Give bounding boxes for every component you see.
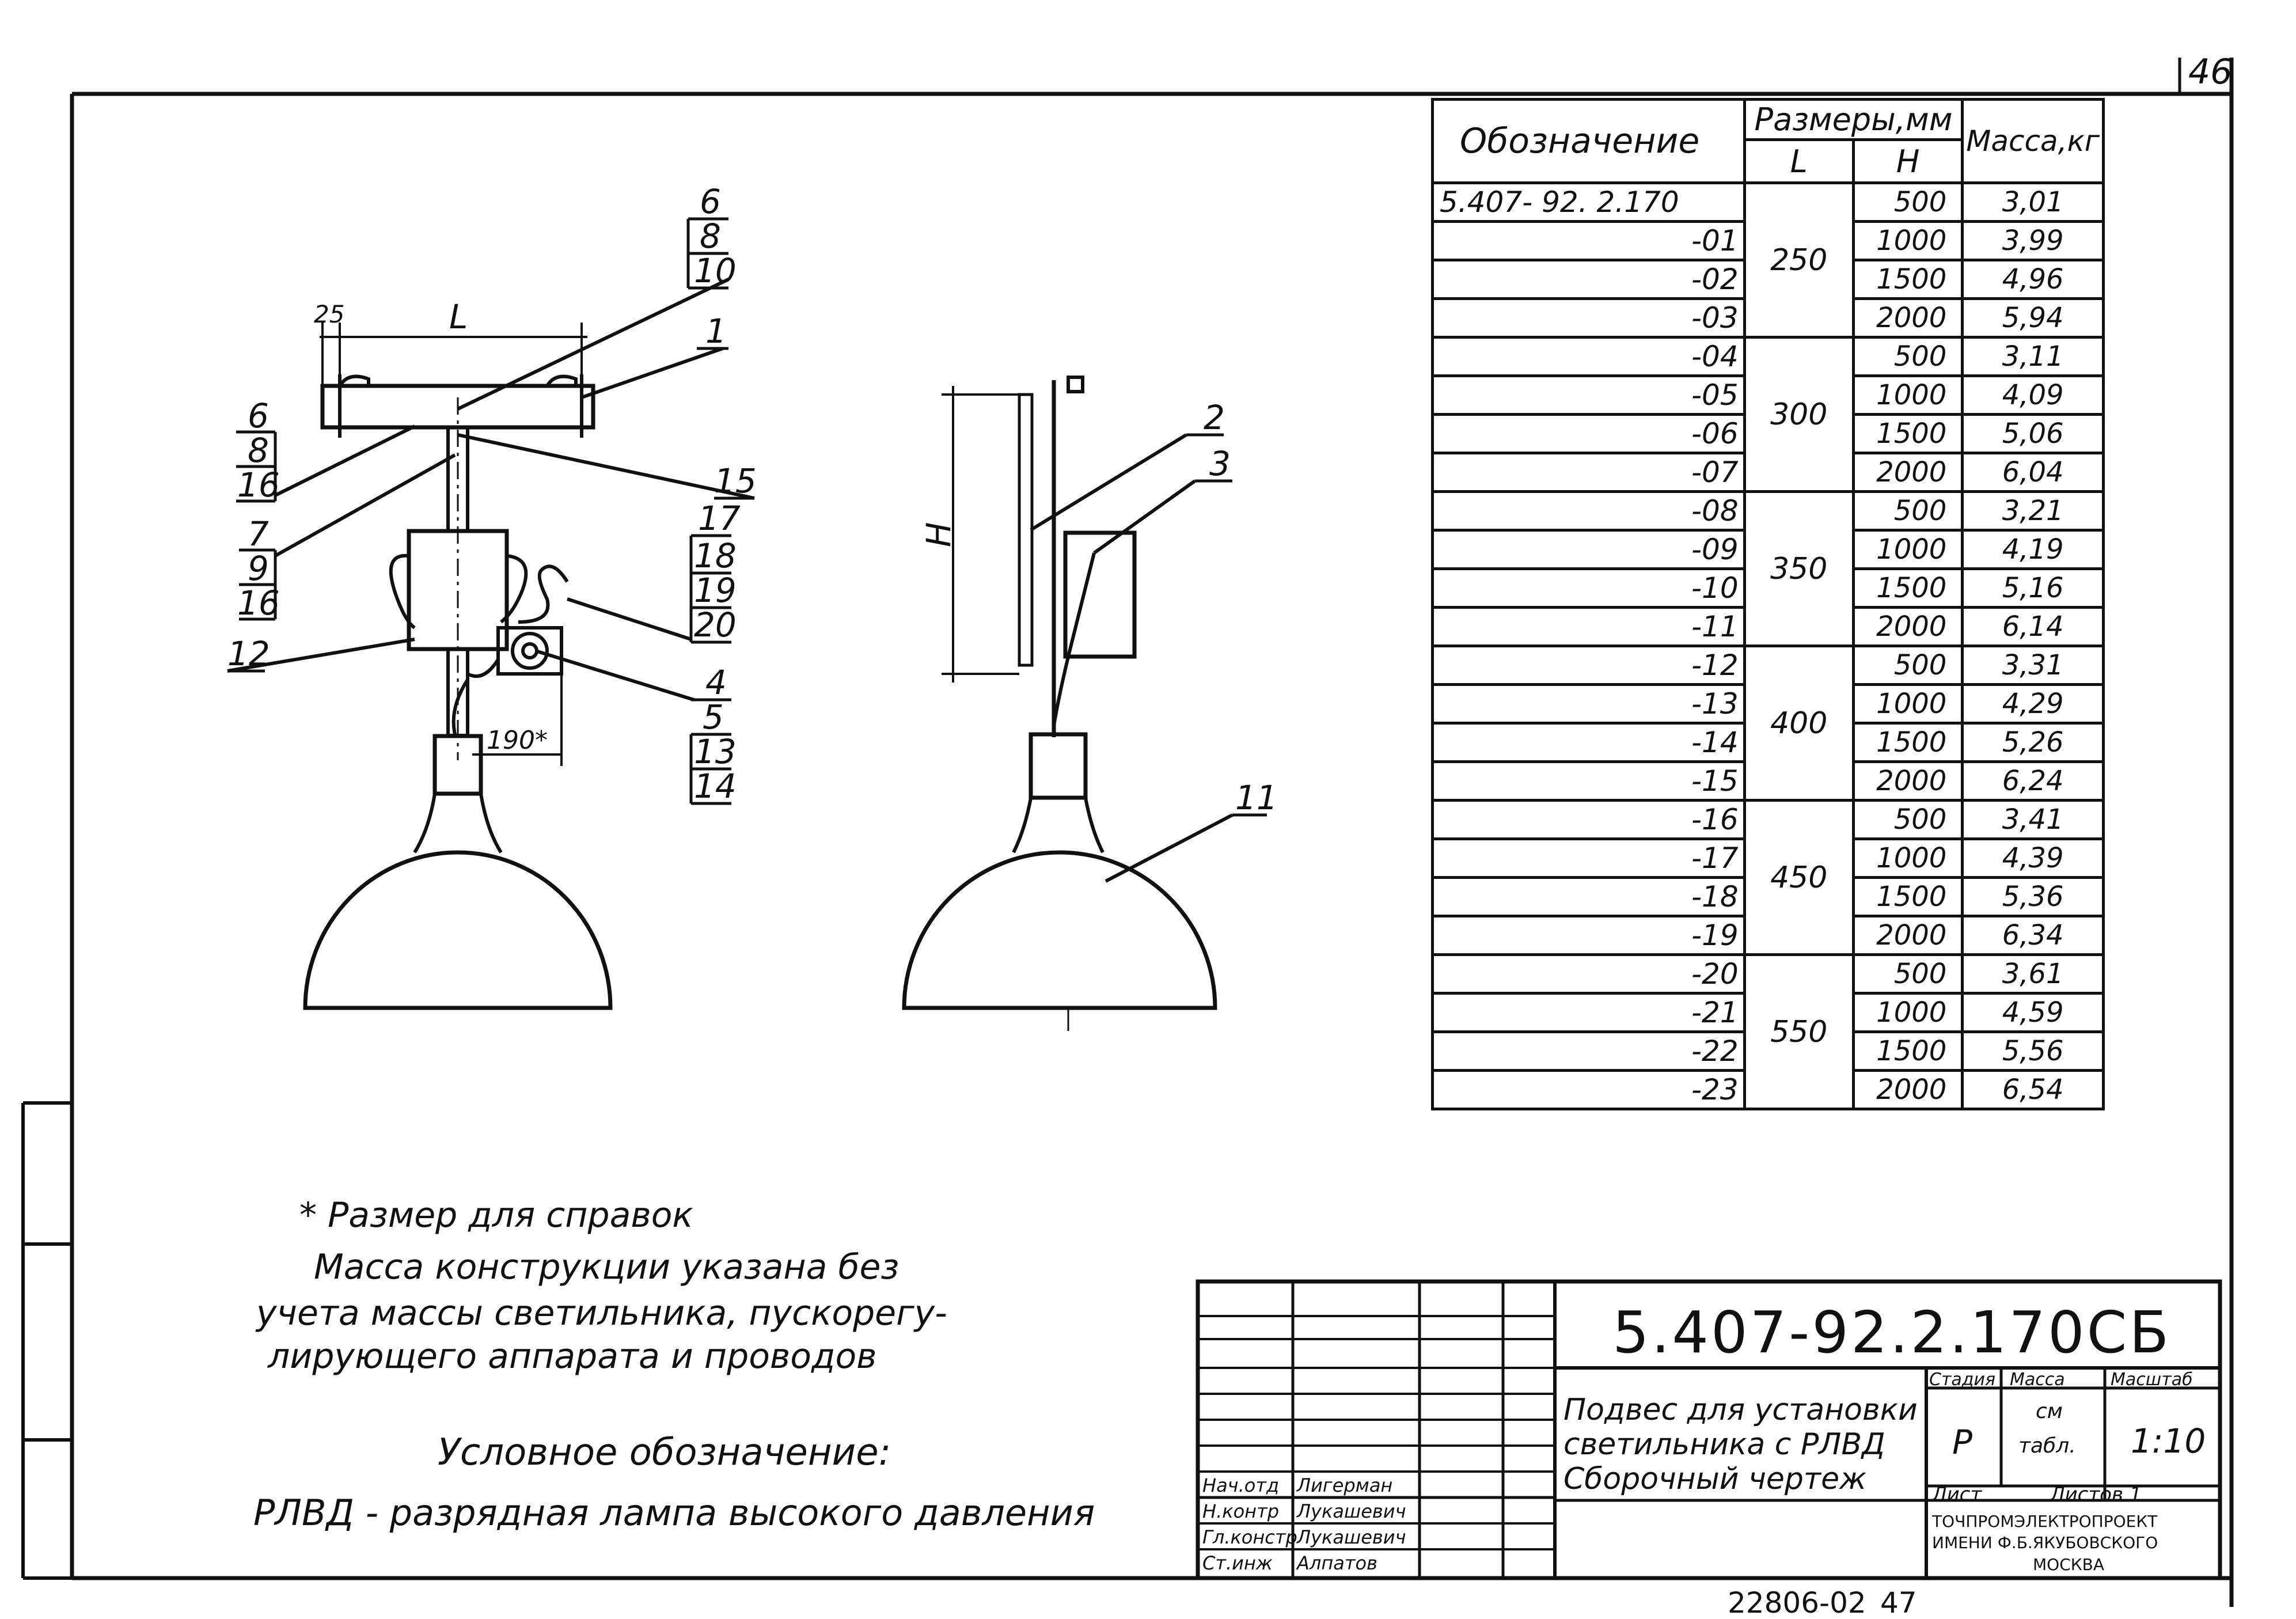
row-mass-value: 5,94 bbox=[1963, 299, 2104, 338]
leader-9: 9 bbox=[248, 549, 269, 588]
legend-title: Условное обозначение: bbox=[438, 1431, 891, 1474]
row-mass-value: 4,29 bbox=[1963, 685, 2104, 723]
note-ref-size: * Размер для справок bbox=[299, 1195, 693, 1235]
row-designation: -11 bbox=[1433, 608, 1745, 646]
row-mass-value: 6,34 bbox=[1963, 916, 2104, 955]
leader-5: 5 bbox=[703, 697, 724, 737]
row-mass-value: 3,61 bbox=[1963, 955, 2104, 994]
spec-body bbox=[1433, 183, 2104, 1109]
leader-14: 14 bbox=[694, 767, 737, 806]
row-designation: 5.407- 92. 2.170 bbox=[1433, 183, 1745, 222]
row-designation: -01 bbox=[1433, 222, 1745, 260]
row-designation: -21 bbox=[1433, 994, 1745, 1032]
row-L-value: 300 bbox=[1744, 338, 1853, 492]
row-designation: -20 bbox=[1433, 955, 1745, 994]
leader-11: 11 bbox=[1235, 778, 1278, 817]
sheets-label: Листов 1 bbox=[2050, 1483, 2142, 1506]
row-H-value: 1500 bbox=[1853, 569, 1963, 608]
role-name: Лигерман bbox=[1297, 1474, 1393, 1496]
bottom-code: 22806-02 bbox=[1728, 1586, 1866, 1619]
leader-6-top: 6 bbox=[700, 182, 721, 221]
row-designation: -14 bbox=[1433, 723, 1745, 762]
row-designation: -02 bbox=[1433, 260, 1745, 299]
row-mass-value: 6,04 bbox=[1963, 453, 2104, 492]
leader-8-left: 8 bbox=[248, 431, 269, 470]
row-designation: -23 bbox=[1433, 1071, 1745, 1109]
legend-text: РЛВД - разрядная лампа высокого давления bbox=[253, 1492, 1095, 1534]
row-H-value: 1000 bbox=[1853, 685, 1963, 723]
row-mass-value: 4,19 bbox=[1963, 530, 2104, 569]
leader-18: 18 bbox=[694, 536, 737, 575]
row-mass-value: 3,21 bbox=[1963, 492, 2104, 530]
leader-17: 17 bbox=[698, 499, 741, 538]
row-H-value: 500 bbox=[1853, 492, 1963, 530]
note-mass-2: учета массы светильника, пускорегу- bbox=[256, 1293, 947, 1333]
row-H-value: 500 bbox=[1853, 955, 1963, 994]
row-H-value: 1000 bbox=[1853, 376, 1963, 415]
sheet-label: Лист bbox=[1932, 1483, 1982, 1506]
leader-20: 20 bbox=[694, 605, 737, 644]
row-H-value: 2000 bbox=[1853, 916, 1963, 955]
row-mass-value: 4,39 bbox=[1963, 839, 2104, 878]
leader-6-left: 6 bbox=[248, 396, 269, 435]
row-mass-value: 3,41 bbox=[1963, 801, 2104, 839]
leader-16-left: 16 bbox=[237, 465, 280, 505]
hdr-H: H bbox=[1853, 140, 1963, 183]
row-L-value: 350 bbox=[1744, 492, 1853, 646]
row-H-value: 500 bbox=[1853, 338, 1963, 376]
row-H-value: 1000 bbox=[1853, 994, 1963, 1032]
spec-row bbox=[1433, 801, 2104, 839]
role-name: Алпатов bbox=[1297, 1552, 1377, 1574]
leader-12: 12 bbox=[227, 634, 270, 673]
row-mass-value: 3,11 bbox=[1963, 338, 2104, 376]
scale-header: Масштаб bbox=[2111, 1370, 2193, 1390]
row-designation: -07 bbox=[1433, 453, 1745, 492]
stage-header: Стадия bbox=[1929, 1370, 1996, 1390]
row-mass-value: 3,31 bbox=[1963, 646, 2104, 685]
spec-row bbox=[1433, 955, 2104, 994]
spec-row bbox=[1433, 492, 2104, 530]
row-mass-value: 5,26 bbox=[1963, 723, 2104, 762]
leader-4: 4 bbox=[705, 663, 727, 702]
role-label: Гл.констр bbox=[1202, 1526, 1297, 1548]
spec-row bbox=[1433, 183, 2104, 222]
mass-header: Масса bbox=[2010, 1370, 2065, 1390]
leader-16-low: 16 bbox=[237, 583, 280, 623]
dim-190-label: 190* bbox=[487, 726, 548, 755]
row-H-value: 2000 bbox=[1853, 1071, 1963, 1109]
row-mass-value: 5,56 bbox=[1963, 1032, 2104, 1071]
row-designation: -04 bbox=[1433, 338, 1745, 376]
row-H-value: 500 bbox=[1853, 801, 1963, 839]
dim-25-label: 25 bbox=[314, 300, 345, 328]
role-label: Нач.отд bbox=[1202, 1474, 1280, 1496]
row-H-value: 1000 bbox=[1853, 530, 1963, 569]
row-mass-value: 5,16 bbox=[1963, 569, 2104, 608]
row-mass-value: 4,96 bbox=[1963, 260, 2104, 299]
leader-10-top: 10 bbox=[694, 251, 737, 290]
org-line-1: ТОЧПРОМЭЛЕКТРОПРОЕКТ bbox=[1932, 1512, 2158, 1531]
leader-1: 1 bbox=[705, 312, 727, 351]
row-H-value: 1000 bbox=[1853, 839, 1963, 878]
leader-15: 15 bbox=[714, 461, 757, 501]
row-H-value: 1500 bbox=[1853, 415, 1963, 453]
row-H-value: 1500 bbox=[1853, 723, 1963, 762]
row-designation: -17 bbox=[1433, 839, 1745, 878]
mass-value-2: табл. bbox=[2018, 1434, 2076, 1458]
row-L-value: 450 bbox=[1744, 801, 1853, 955]
spec-row bbox=[1433, 646, 2104, 685]
row-designation: -03 bbox=[1433, 299, 1745, 338]
hdr-L: L bbox=[1744, 140, 1853, 183]
row-mass-value: 4,59 bbox=[1963, 994, 2104, 1032]
row-mass-value: 6,54 bbox=[1963, 1071, 2104, 1109]
row-H-value: 2000 bbox=[1853, 299, 1963, 338]
row-designation: -12 bbox=[1433, 646, 1745, 685]
row-H-value: 500 bbox=[1853, 646, 1963, 685]
row-H-value: 500 bbox=[1853, 183, 1963, 222]
row-designation: -13 bbox=[1433, 685, 1745, 723]
note-mass-1: Масса конструкции указана без bbox=[314, 1247, 900, 1287]
row-L-value: 400 bbox=[1744, 646, 1853, 801]
dim-L-label: L bbox=[449, 297, 468, 336]
row-designation: -06 bbox=[1433, 415, 1745, 453]
note-mass-3: лирующего аппарата и проводов bbox=[268, 1336, 877, 1377]
row-mass-value: 3,01 bbox=[1963, 183, 2104, 222]
row-designation: -08 bbox=[1433, 492, 1745, 530]
role-label: Ст.инж bbox=[1202, 1552, 1273, 1574]
org-line-3: МОСКВА bbox=[2033, 1555, 2104, 1574]
row-designation: -15 bbox=[1433, 762, 1745, 801]
role-label: Н.контр bbox=[1202, 1500, 1280, 1522]
row-mass-value: 4,09 bbox=[1963, 376, 2104, 415]
leader-8-top: 8 bbox=[700, 217, 721, 256]
row-H-value: 1000 bbox=[1853, 222, 1963, 260]
hdr-designation: Обозначение bbox=[1433, 100, 1745, 183]
row-mass-value: 6,24 bbox=[1963, 762, 2104, 801]
leader-7: 7 bbox=[248, 514, 269, 553]
row-H-value: 2000 bbox=[1853, 453, 1963, 492]
row-designation: -09 bbox=[1433, 530, 1745, 569]
spec-table bbox=[1431, 98, 2105, 1110]
doc-title-3: Сборочный чертеж bbox=[1563, 1462, 1866, 1496]
doc-title-1: Подвес для установки bbox=[1563, 1393, 1918, 1427]
doc-code: 5.407-92.2.170СБ bbox=[1612, 1299, 2172, 1366]
row-mass-value: 6,14 bbox=[1963, 608, 2104, 646]
mass-value-1: см bbox=[2036, 1400, 2063, 1423]
hdr-dimensions: Размеры,мм bbox=[1744, 100, 1963, 140]
row-H-value: 2000 bbox=[1853, 762, 1963, 801]
role-name: Лукашевич bbox=[1297, 1526, 1406, 1548]
leader-13: 13 bbox=[694, 732, 737, 771]
row-designation: -05 bbox=[1433, 376, 1745, 415]
hdr-mass: Масса,кг bbox=[1963, 100, 2104, 183]
row-H-value: 2000 bbox=[1853, 608, 1963, 646]
spec-row bbox=[1433, 338, 2104, 376]
scale-value: 1:10 bbox=[2131, 1421, 2206, 1461]
row-designation: -10 bbox=[1433, 569, 1745, 608]
doc-title-2: светильника с РЛВД bbox=[1563, 1427, 1885, 1462]
page-number: 46 bbox=[2188, 52, 2233, 92]
row-mass-value: 5,06 bbox=[1963, 415, 2104, 453]
row-L-value: 250 bbox=[1744, 183, 1853, 338]
row-H-value: 1500 bbox=[1853, 260, 1963, 299]
stage-value: Р bbox=[1952, 1423, 1972, 1462]
row-H-value: 1500 bbox=[1853, 878, 1963, 916]
row-L-value: 550 bbox=[1744, 955, 1853, 1109]
row-designation: -18 bbox=[1433, 878, 1745, 916]
row-mass-value: 3,99 bbox=[1963, 222, 2104, 260]
leader-19: 19 bbox=[694, 571, 737, 610]
bottom-page: 47 bbox=[1880, 1586, 1917, 1619]
dim-H-label: H bbox=[919, 522, 958, 547]
role-name: Лукашевич bbox=[1297, 1500, 1406, 1522]
row-mass-value: 5,36 bbox=[1963, 878, 2104, 916]
leader-3: 3 bbox=[1209, 444, 1231, 483]
org-line-2: ИМЕНИ Ф.Б.ЯКУБОВСКОГО bbox=[1932, 1533, 2158, 1552]
row-designation: -19 bbox=[1433, 916, 1745, 955]
row-H-value: 1500 bbox=[1853, 1032, 1963, 1071]
leader-2: 2 bbox=[1204, 398, 1225, 437]
row-designation: -16 bbox=[1433, 801, 1745, 839]
row-designation: -22 bbox=[1433, 1032, 1745, 1071]
